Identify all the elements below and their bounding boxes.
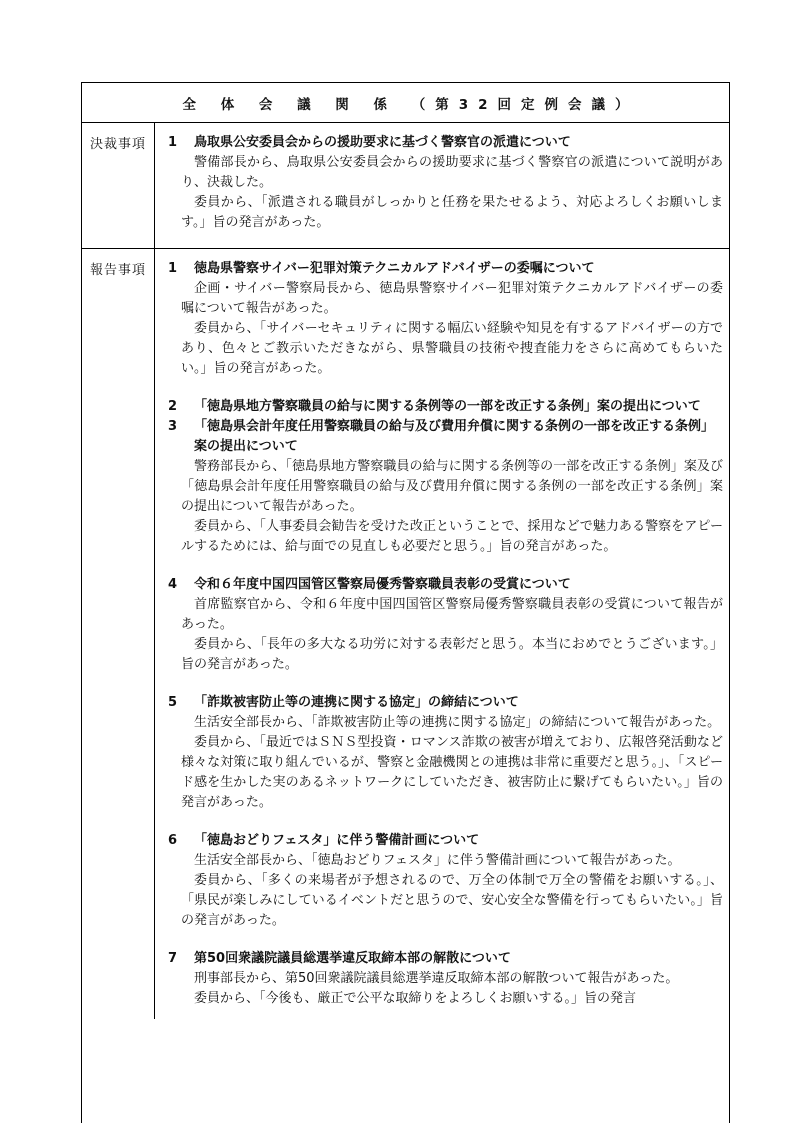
agenda-item <box>168 417 723 557</box>
item-number: 5 <box>168 695 178 710</box>
item-paragraph: 委員から、「人事委員会勧告を受けた改正ということで、採用などで魅力ある警察をアピールするためには、給与面での見直しも必要だと思う。」旨の発言があった。 <box>181 519 723 554</box>
item-number: 2 <box>168 399 178 414</box>
item-paragraph: 委員から、「最近ではＳＮＳ型投資・ロマンス詐欺の被害が増えており、広報啓発活動など様々な対策に取り組んでいるが、警察と金融機関との連携は非常に重要だと思う。」、「スピード感を生かした実のあるネットワークにしていただき、被害防止に繋げてもらいたい。」旨の発言があった。 <box>181 735 723 810</box>
item-title: 鳥取県公安委員会からの援助要求に基づく警察官の派遣について <box>194 135 571 150</box>
item-heading <box>168 133 723 153</box>
item-title: 徳島県警察サイバー犯罪対策テクニカルアドバイザーの委嘱について <box>194 261 595 276</box>
agenda-item <box>168 831 723 931</box>
item-number: 1 <box>168 261 178 276</box>
item-number: 6 <box>168 833 178 848</box>
item-paragraph: 委員から、「多くの来場者が予想されるので、万全の体制で万全の警備をお願いする。」、「県民が楽しみにしているイベントだと思うので、安心安全な警備を行ってもらいたい。」旨の発言があった。 <box>181 873 723 928</box>
section-label: 報告事項 <box>82 249 155 1019</box>
item-heading <box>168 575 723 595</box>
item-paragraph: 警務部長から、「徳島県地方警察職員の給与に関する条例等の一部を改正する条例」案及び「徳島県会計年度任用警察職員の給与及び費用弁償に関する条例の一部を改正する条例」案の提出について報告があった。 <box>181 459 723 514</box>
agenda-item <box>168 693 723 813</box>
item-title: 「徳島県会計年度任用警察職員の給与及び費用弁償に関する条例の一部を改正する条例」案の提出について <box>194 419 715 454</box>
item-heading <box>168 259 723 279</box>
document-title: 全 体 会 議 関 係 （第32回定例会議） <box>82 83 729 123</box>
item-paragraph: 委員から、「派遣される職員がしっかりと任務を果たせるよう、対応よろしくお願いします。」旨の発言があった。 <box>181 195 723 230</box>
item-number: 1 <box>168 135 178 150</box>
item-paragraph: 委員から、「長年の多大なる功労に対する表彰だと思う。本当におめでとうございます。」旨の発言があった。 <box>181 637 723 672</box>
item-number: 7 <box>168 951 178 966</box>
item-title: 第50回衆議院議員総選挙違反取締本部の解散について <box>194 951 511 966</box>
item-title: 「徳島県地方警察職員の給与に関する条例等の一部を改正する条例」案の提出について <box>194 399 701 414</box>
item-paragraph: 企画・サイバー警察局長から、徳島県警察サイバー犯罪対策テクニカルアドバイザーの委嘱について報告があった。 <box>181 281 723 316</box>
item-number: 3 <box>168 419 178 434</box>
item-heading <box>168 417 723 457</box>
section-content <box>155 123 729 248</box>
agenda-item <box>168 133 723 233</box>
agenda-item <box>168 949 723 1009</box>
item-paragraph: 生活安全部長から、「詐欺被害防止等の連携に関する協定」の締結について報告があった。 <box>194 715 721 730</box>
item-title: 「詐欺被害防止等の連携に関する協定」の締結について <box>194 695 519 710</box>
document-table <box>81 82 730 1123</box>
item-heading <box>168 397 723 417</box>
agenda-item <box>168 575 723 675</box>
item-paragraph: 委員から、「サイバーセキュリティに関する幅広い経験や知見を有するアドバイザーの方であり、色々とご教示いただきながら、県警職員の技術や捜査能力をさらに高めてもらいたい。」旨の発言があった。 <box>181 321 723 376</box>
agenda-item <box>168 397 723 417</box>
item-heading <box>168 831 723 851</box>
item-paragraph: 警備部長から、鳥取県公安委員会からの援助要求に基づく警察官の派遣について説明があり、決裁した。 <box>181 155 723 190</box>
item-paragraph: 首席監察官から、令和６年度中国四国管区警察局優秀警察職員表彰の受賞について報告があった。 <box>181 597 723 632</box>
section-content <box>155 249 729 1019</box>
agenda-item <box>168 259 723 379</box>
section-label: 決裁事項 <box>82 123 155 248</box>
item-heading <box>168 693 723 713</box>
item-number: 4 <box>168 577 178 592</box>
section-decisions <box>82 123 729 249</box>
item-title: 「徳島おどりフェスタ」に伴う警備計画について <box>194 833 480 848</box>
section-reports <box>82 249 729 1019</box>
item-paragraph: 生活安全部長から、「徳島おどりフェスタ」に伴う警備計画について報告があった。 <box>194 853 681 868</box>
item-heading <box>168 949 723 969</box>
item-paragraph: 委員から、「今後も、厳正で公平な取締りをよろしくお願いする。」旨の発言 <box>194 991 637 1006</box>
item-title: 令和６年度中国四国管区警察局優秀警察職員表彰の受賞について <box>194 577 571 592</box>
item-paragraph: 刑事部長から、第50回衆議院議員総選挙違反取締本部の解散ついて報告があった。 <box>194 971 679 986</box>
